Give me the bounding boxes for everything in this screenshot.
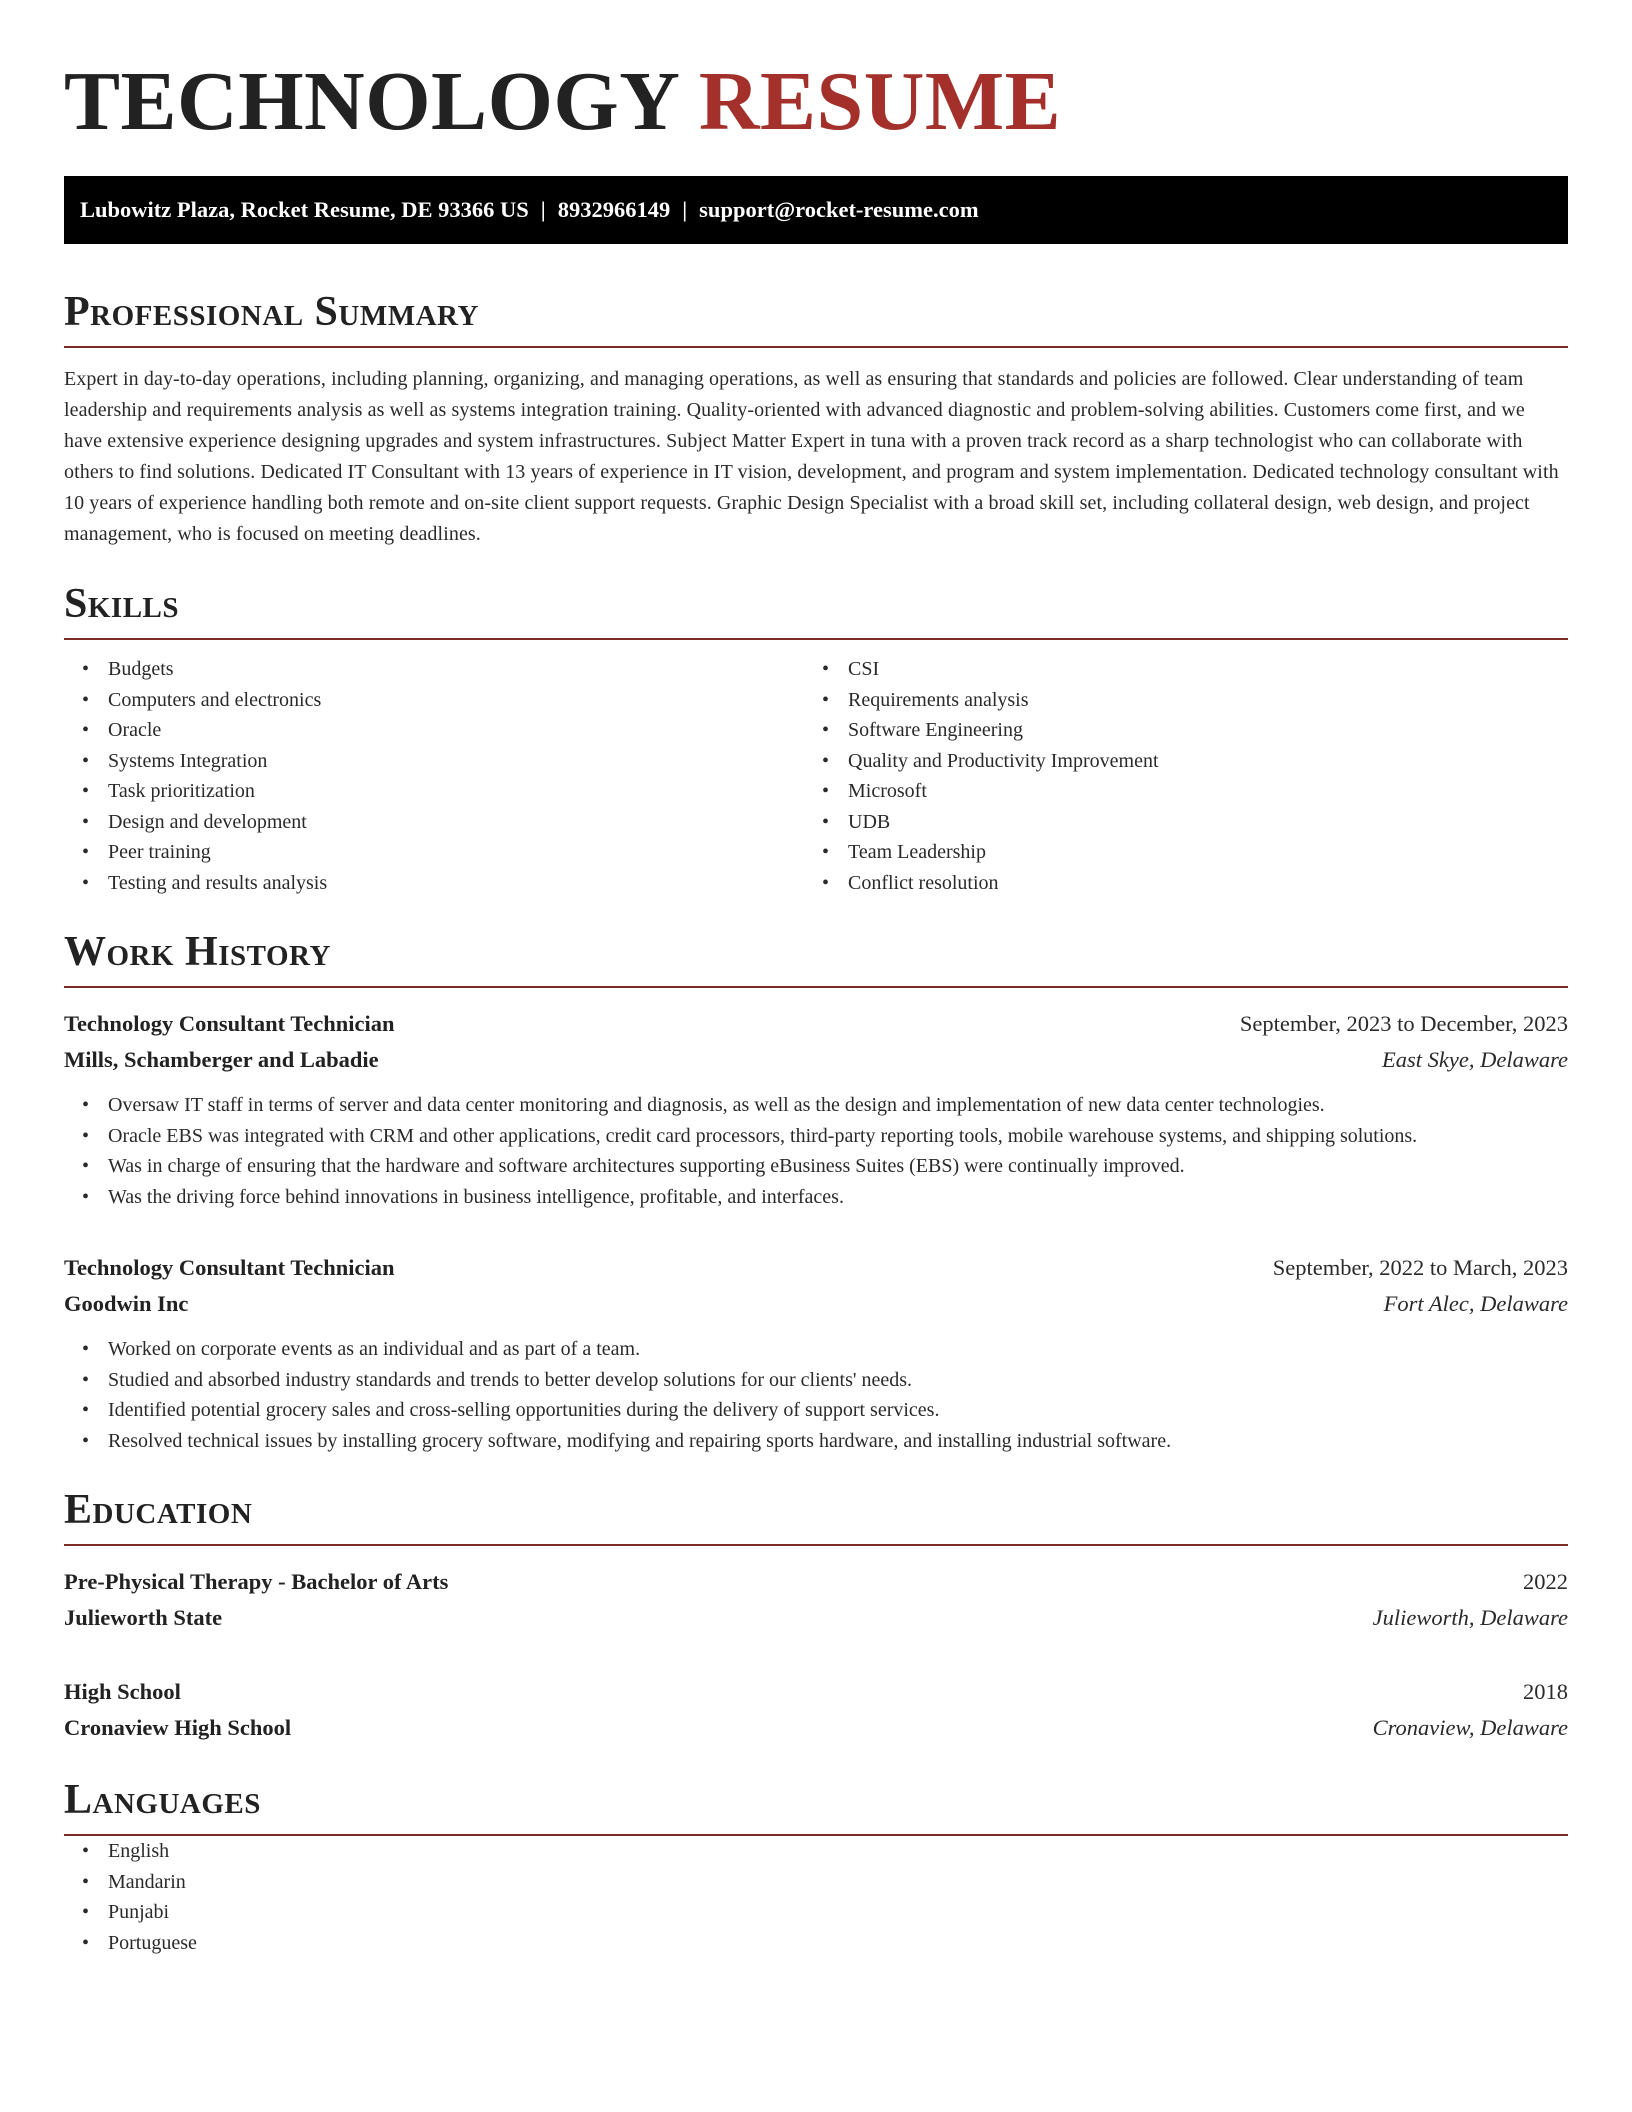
skills-list-left (64, 654, 804, 898)
education-section (64, 1486, 1568, 1746)
job-dates: September, 2022 to March, 2023 (1272, 1255, 1568, 1280)
skill-item: • Requirements analysis (848, 685, 1544, 716)
work-section (64, 928, 1568, 1456)
skills-columns (64, 654, 1568, 898)
job-location: East Skye, Delaware (1382, 1047, 1568, 1072)
skill-item: • Peer training (108, 837, 804, 868)
job-dates: September, 2023 to December, 2023 (1239, 1011, 1568, 1036)
education-entry (64, 1564, 1568, 1636)
education-school: Cronaview High School (64, 1715, 292, 1740)
contact-address: Lubowitz Plaza, Rocket Resume, DE 93366 US (80, 197, 529, 222)
job-bullet: • Oversaw IT staff in terms of server and data center monitoring and diagnosis, as well as the design and implementation of new data center technologies. (108, 1090, 1568, 1121)
job-bullets (64, 1334, 1568, 1456)
education-location: Cronaview, Delaware (1372, 1715, 1568, 1740)
job-company: Goodwin Inc (64, 1291, 189, 1316)
skill-item: • Task prioritization (108, 776, 804, 807)
summary-section (64, 288, 1568, 550)
work-company-row (64, 1042, 1568, 1078)
skill-item: • Quality and Productivity Improvement (848, 746, 1544, 777)
resume-page (64, 52, 1568, 1958)
education-degree-row (64, 1674, 1568, 1710)
job-bullet: • Was the driving force behind innovations in business intelligence, profitable, and interfaces. (108, 1182, 1568, 1213)
job-bullet: • Identified potential grocery sales and cross-selling opportunities during the delivery of support services. (108, 1395, 1568, 1426)
education-school-row (64, 1710, 1568, 1746)
contact-email[interactable]: support@rocket-resume.com (699, 197, 979, 222)
skills-heading: Skills (64, 580, 1568, 640)
languages-section (64, 1776, 1568, 1958)
contact-separator: | (540, 197, 546, 222)
education-heading: Education (64, 1486, 1568, 1546)
job-company: Mills, Schamberger and Labadie (64, 1047, 379, 1072)
skill-item: • Testing and results analysis (108, 868, 804, 899)
education-degree: Pre-Physical Therapy - Bachelor of Arts (64, 1569, 449, 1594)
work-company-row (64, 1286, 1568, 1322)
language-item: • Mandarin (108, 1867, 1568, 1898)
job-title: Technology Consultant Technician (64, 1011, 395, 1036)
education-location: Julieworth, Delaware (1372, 1605, 1568, 1630)
education-degree: High School (64, 1679, 181, 1704)
job-bullet: • Was in charge of ensuring that the hardware and software architectures supporting eBusiness Suites (EBS) were continually improved. (108, 1151, 1568, 1182)
work-title-row (64, 1250, 1568, 1286)
job-bullet: • Worked on corporate events as an individual and as part of a team. (108, 1334, 1568, 1365)
skill-item: • Budgets (108, 654, 804, 685)
education-school-row (64, 1600, 1568, 1636)
summary-heading: Professional Summary (64, 288, 1568, 348)
job-bullet: • Resolved technical issues by installing grocery software, modifying and repairing sports hardware, and installing industrial software. (108, 1426, 1568, 1457)
education-school: Julieworth State (64, 1605, 223, 1630)
contact-bar (64, 176, 1568, 244)
languages-list (64, 1836, 1568, 1958)
language-item: • English (108, 1836, 1568, 1867)
job-bullet: • Oracle EBS was integrated with CRM and other applications, credit card processors, third-party reporting tools, mobile warehouse systems, and shipping solutions. (108, 1121, 1568, 1152)
job-title: Technology Consultant Technician (64, 1255, 395, 1280)
language-item: • Portuguese (108, 1928, 1568, 1959)
skill-item: • Team Leadership (848, 837, 1544, 868)
summary-text: Expert in day-to-day operations, including planning, organizing, and managing operations, as well as ensuring that standards and policies are followed. Clear understanding of team leadership and requirements analysis as well as systems integration training. Quality-oriented with advanced diagnostic and problem-solving abilities. Customers come first, and we have extensive experience designing upgrades and system infrastructures. Subject Matter Expert in tuna with a proven track record as a sharp technologist who can collaborate with others to find solutions. Dedicated IT Consultant with 13 years of experience in IT vision, development, and program and system implementation. Dedicated technology consultant with 10 years of experience handling both remote and on-site client support requests. Graphic Design Specialist with a broad skill set, including collateral design, web design, and project management, who is focused on meeting deadlines. (64, 368, 1559, 545)
education-degree-row (64, 1564, 1568, 1600)
contact-phone: 8932966149 (557, 197, 671, 222)
skills-list-right (804, 654, 1544, 898)
skills-column-left (64, 654, 804, 898)
skill-item: • Systems Integration (108, 746, 804, 777)
contact-separator: | (682, 197, 688, 222)
job-bullets (64, 1090, 1568, 1212)
work-entry (64, 1250, 1568, 1456)
education-year: 2018 (1523, 1679, 1568, 1704)
work-entry (64, 1006, 1568, 1212)
job-location: Fort Alec, Delaware (1383, 1291, 1568, 1316)
skill-item: • Microsoft (848, 776, 1544, 807)
language-item: • Punjabi (108, 1897, 1568, 1928)
languages-heading: Languages (64, 1776, 1568, 1836)
skill-item: • Oracle (108, 715, 804, 746)
work-heading: Work History (64, 928, 1568, 988)
skill-item: • UDB (848, 807, 1544, 838)
skills-section (64, 580, 1568, 898)
title-main: TECHNOLOGY (64, 55, 678, 148)
title-accent: RESUME (698, 55, 1062, 148)
skills-column-right (804, 654, 1544, 898)
skill-item: • Conflict resolution (848, 868, 1544, 899)
work-title-row (64, 1006, 1568, 1042)
skill-item: • Software Engineering (848, 715, 1544, 746)
education-entry (64, 1674, 1568, 1746)
resume-title (64, 52, 1568, 152)
skill-item: • CSI (848, 654, 1544, 685)
education-year: 2022 (1523, 1569, 1568, 1594)
job-bullet: • Studied and absorbed industry standards and trends to better develop solutions for our clients' needs. (108, 1365, 1568, 1396)
skill-item: • Computers and electronics (108, 685, 804, 716)
skill-item: • Design and development (108, 807, 804, 838)
